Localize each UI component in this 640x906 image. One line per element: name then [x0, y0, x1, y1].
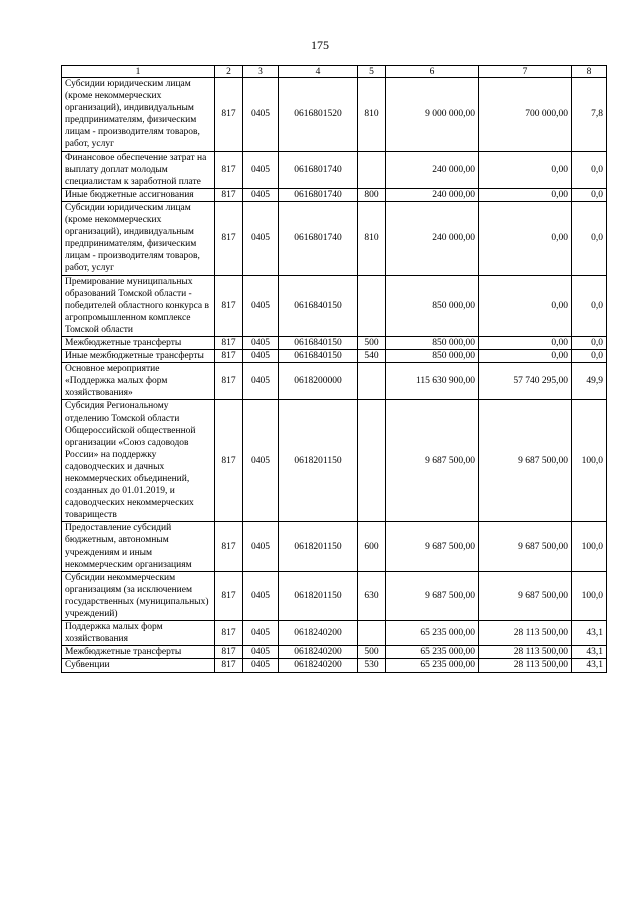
- table-row: [62, 201, 607, 275]
- column-header: 5: [358, 66, 386, 78]
- row-rz: 0405: [243, 350, 279, 363]
- row-rz: 0405: [243, 188, 279, 201]
- row-vr: [358, 621, 386, 646]
- column-header: 4: [279, 66, 358, 78]
- row-csr: 0616801740: [279, 201, 358, 275]
- table-row: [62, 78, 607, 152]
- row-fact: 0,00: [479, 188, 572, 201]
- row-pct: 0,0: [572, 336, 607, 349]
- row-csr: 0618240200: [279, 646, 358, 659]
- row-name: Основное мероприятие «Поддержка малых форм хозяйствования»: [62, 363, 215, 400]
- row-plan: 9 687 500,00: [386, 522, 479, 571]
- row-vr: 500: [358, 336, 386, 349]
- row-fact: 0,00: [479, 201, 572, 275]
- row-fact: 9 687 500,00: [479, 571, 572, 620]
- row-pct: 0,0: [572, 151, 607, 188]
- row-name: Межбюджетные трансферты: [62, 646, 215, 659]
- row-rz: 0405: [243, 522, 279, 571]
- row-plan: 240 000,00: [386, 151, 479, 188]
- row-pct: 43,1: [572, 646, 607, 659]
- row-name: Субвенции: [62, 659, 215, 672]
- row-plan: 9 000 000,00: [386, 78, 479, 152]
- row-vr: [358, 400, 386, 522]
- row-rz: 0405: [243, 151, 279, 188]
- table-header-row: [62, 66, 607, 78]
- row-fact: 700 000,00: [479, 78, 572, 152]
- row-gr: 817: [215, 400, 243, 522]
- table-row: [62, 363, 607, 400]
- row-csr: 0616840150: [279, 350, 358, 363]
- row-rz: 0405: [243, 621, 279, 646]
- row-gr: 817: [215, 571, 243, 620]
- page-number: 175: [311, 38, 329, 52]
- row-rz: 0405: [243, 659, 279, 672]
- row-pct: 43,1: [572, 621, 607, 646]
- row-csr: 0618201150: [279, 400, 358, 522]
- table-row: [62, 350, 607, 363]
- row-name: Иные бюджетные ассигнования: [62, 188, 215, 201]
- table-row: [62, 659, 607, 672]
- row-pct: 0,0: [572, 275, 607, 336]
- table-row: [62, 151, 607, 188]
- row-plan: 850 000,00: [386, 275, 479, 336]
- row-rz: 0405: [243, 646, 279, 659]
- row-vr: 800: [358, 188, 386, 201]
- table-row: [62, 275, 607, 336]
- table-row: [62, 188, 607, 201]
- row-csr: 0616840150: [279, 275, 358, 336]
- row-csr: 0616801740: [279, 151, 358, 188]
- row-plan: 9 687 500,00: [386, 571, 479, 620]
- row-gr: 817: [215, 621, 243, 646]
- row-vr: 500: [358, 646, 386, 659]
- row-name: Финансовое обеспечение затрат на выплату доплат молодым специалистам к заработной плате: [62, 151, 215, 188]
- row-csr: 0618201150: [279, 522, 358, 571]
- row-plan: 240 000,00: [386, 188, 479, 201]
- row-fact: 0,00: [479, 336, 572, 349]
- row-name: Премирование муниципальных образований Томской области - победителей областного конкурса в агропромышленном комплексе Томской области: [62, 275, 215, 336]
- row-rz: 0405: [243, 78, 279, 152]
- row-name: Субсидии юридическим лицам (кроме некоммерческих организаций), индивидуальным предпринимателям, физическим лицам - производителям товаров, работ, услуг: [62, 78, 215, 152]
- row-pct: 0,0: [572, 188, 607, 201]
- row-pct: 49,9: [572, 363, 607, 400]
- row-fact: 57 740 295,00: [479, 363, 572, 400]
- row-rz: 0405: [243, 275, 279, 336]
- column-header: 3: [243, 66, 279, 78]
- row-vr: [358, 275, 386, 336]
- row-vr: 530: [358, 659, 386, 672]
- row-name: Субсидии некоммерческим организациям (за исключением государственных (муниципальных) учреждений): [62, 571, 215, 620]
- table-row: [62, 571, 607, 620]
- row-csr: 0618240200: [279, 659, 358, 672]
- table-row: [62, 621, 607, 646]
- row-fact: 28 113 500,00: [479, 646, 572, 659]
- row-fact: 0,00: [479, 151, 572, 188]
- row-name: Межбюджетные трансферты: [62, 336, 215, 349]
- row-name: Иные межбюджетные трансферты: [62, 350, 215, 363]
- row-csr: 0616801740: [279, 188, 358, 201]
- row-rz: 0405: [243, 400, 279, 522]
- row-pct: 100,0: [572, 571, 607, 620]
- row-fact: 0,00: [479, 275, 572, 336]
- row-name: Субсидии юридическим лицам (кроме некоммерческих организаций), индивидуальным предпринимателям, физическим лицам - производителям товаров, работ, услуг: [62, 201, 215, 275]
- row-plan: 65 235 000,00: [386, 646, 479, 659]
- row-pct: 43,1: [572, 659, 607, 672]
- row-csr: 0618240200: [279, 621, 358, 646]
- row-vr: 810: [358, 78, 386, 152]
- row-plan: 65 235 000,00: [386, 621, 479, 646]
- row-plan: 115 630 900,00: [386, 363, 479, 400]
- row-csr: 0616801520: [279, 78, 358, 152]
- row-name: Субсидия Региональному отделению Томской области Общероссийской общественной организации «Союз садоводов России» на поддержку садоводческих и дачных некоммерческих объединений, созданных до 01.01.2019, и садоводческих некоммерческих товариществ: [62, 400, 215, 522]
- row-rz: 0405: [243, 363, 279, 400]
- row-csr: 0616840150: [279, 336, 358, 349]
- column-header: 6: [386, 66, 479, 78]
- row-fact: 0,00: [479, 350, 572, 363]
- row-plan: 240 000,00: [386, 201, 479, 275]
- row-fact: 28 113 500,00: [479, 659, 572, 672]
- row-rz: 0405: [243, 336, 279, 349]
- column-header: 7: [479, 66, 572, 78]
- row-gr: 817: [215, 522, 243, 571]
- row-plan: 850 000,00: [386, 350, 479, 363]
- row-gr: 817: [215, 363, 243, 400]
- row-vr: [358, 363, 386, 400]
- row-pct: 0,0: [572, 201, 607, 275]
- row-pct: 100,0: [572, 400, 607, 522]
- row-fact: 9 687 500,00: [479, 522, 572, 571]
- table-row: [62, 400, 607, 522]
- row-csr: 0618201150: [279, 571, 358, 620]
- row-name: Поддержка малых форм хозяйствования: [62, 621, 215, 646]
- row-pct: 7,8: [572, 78, 607, 152]
- row-fact: 28 113 500,00: [479, 621, 572, 646]
- row-rz: 0405: [243, 571, 279, 620]
- row-csr: 0618200000: [279, 363, 358, 400]
- row-gr: 817: [215, 151, 243, 188]
- row-gr: 817: [215, 659, 243, 672]
- row-pct: 100,0: [572, 522, 607, 571]
- table-row: [62, 336, 607, 349]
- row-rz: 0405: [243, 201, 279, 275]
- table-row: [62, 522, 607, 571]
- row-pct: 0,0: [572, 350, 607, 363]
- row-fact: 9 687 500,00: [479, 400, 572, 522]
- budget-table: [61, 65, 607, 673]
- table-row: [62, 646, 607, 659]
- row-gr: 817: [215, 201, 243, 275]
- column-header: 8: [572, 66, 607, 78]
- row-vr: 630: [358, 571, 386, 620]
- row-vr: [358, 151, 386, 188]
- row-gr: 817: [215, 646, 243, 659]
- row-vr: 810: [358, 201, 386, 275]
- row-vr: 540: [358, 350, 386, 363]
- column-header: 2: [215, 66, 243, 78]
- row-gr: 817: [215, 275, 243, 336]
- row-name: Предоставление субсидий бюджетным, автономным учреждениям и иным некоммерческим организациям: [62, 522, 215, 571]
- row-plan: 65 235 000,00: [386, 659, 479, 672]
- row-vr: 600: [358, 522, 386, 571]
- row-gr: 817: [215, 336, 243, 349]
- row-plan: 9 687 500,00: [386, 400, 479, 522]
- row-gr: 817: [215, 78, 243, 152]
- row-gr: 817: [215, 350, 243, 363]
- row-gr: 817: [215, 188, 243, 201]
- row-plan: 850 000,00: [386, 336, 479, 349]
- column-header: 1: [62, 66, 215, 78]
